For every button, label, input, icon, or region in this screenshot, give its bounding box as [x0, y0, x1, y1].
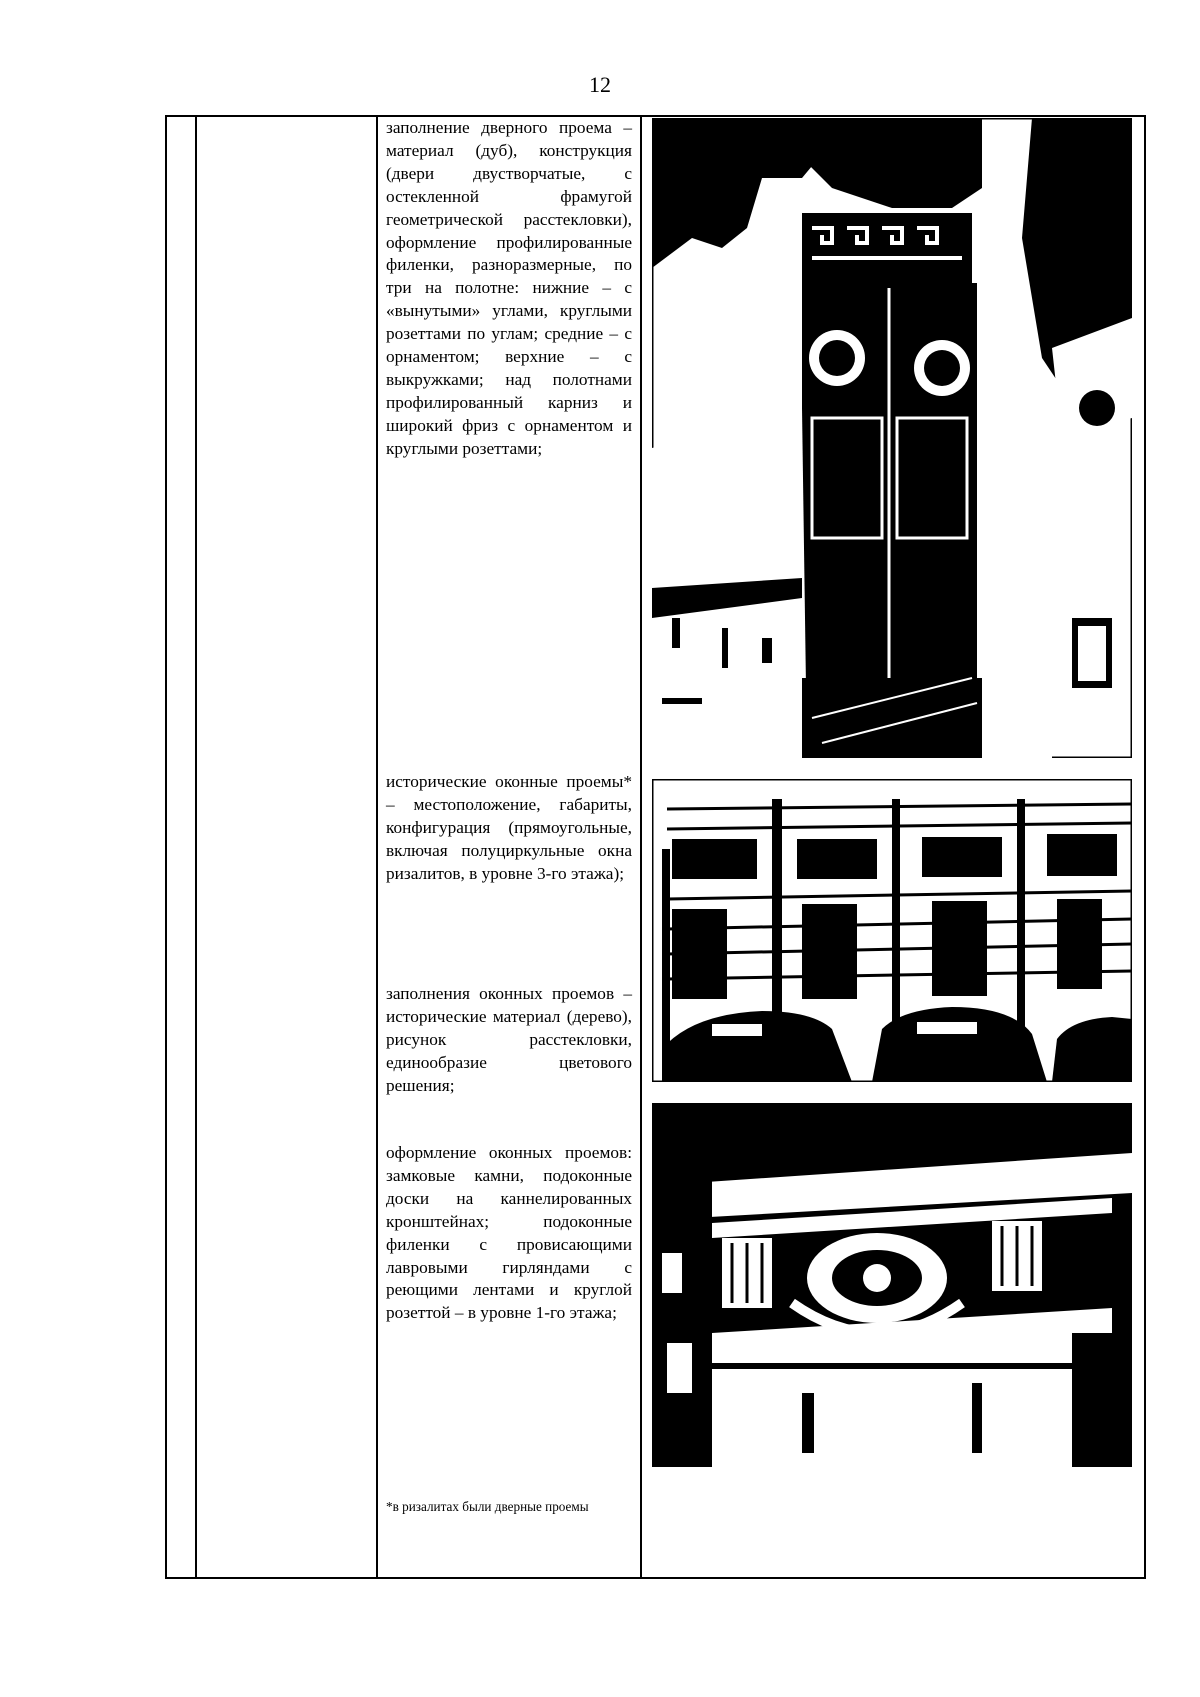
facade-windows-photo — [652, 779, 1132, 1082]
table-border-top — [165, 115, 1146, 117]
page-number: 12 — [589, 72, 611, 97]
window-fillings-text: заполнения оконных проемов – исторические материал (дерево), рисунок расстекловки, единообразие цветового решения; — [386, 984, 632, 1095]
column-divider-2 — [376, 115, 378, 1579]
window-decoration-text: оформление оконных проемов: замковые камни, подоконные доски на каннелированных кронштейнах; подоконные филенки с провисающими лавровыми гирляндами с реющими лентами и круглой розеттой – в уровне 1-го этажа; — [386, 1143, 632, 1323]
window-decor-photo — [652, 1103, 1132, 1467]
column-divider-3 — [640, 115, 642, 1579]
window-openings-text: исторические оконные проемы* – местоположение, габариты, конфигурация (прямоугольные, включая полуциркульные окна ризалитов, в уровне 3-го этажа); — [386, 772, 632, 883]
table-border-right — [1144, 115, 1146, 1579]
door-description-text: заполнение дверного проема – материал (дуб), конструкция (двери двустворчатые, с остекленной фрамугой геометрической расстекловки), оформление профилированные филенки, разноразмерные, по три на полотне: нижние – с «вынутыми» углами, круглыми розеттами по углам; средние – с орнаментом; верхние – с выкружками; над полотнами профилированный карниз и широкий фриз с орнаментом и круглыми розеттами; — [386, 118, 632, 458]
table-border-left — [165, 115, 167, 1579]
table-border-bottom — [165, 1577, 1146, 1579]
footnote-text: *в ризалитах были дверные проемы — [386, 1499, 589, 1514]
entrance-door-photo — [652, 118, 1132, 758]
column-divider-1 — [195, 115, 197, 1579]
